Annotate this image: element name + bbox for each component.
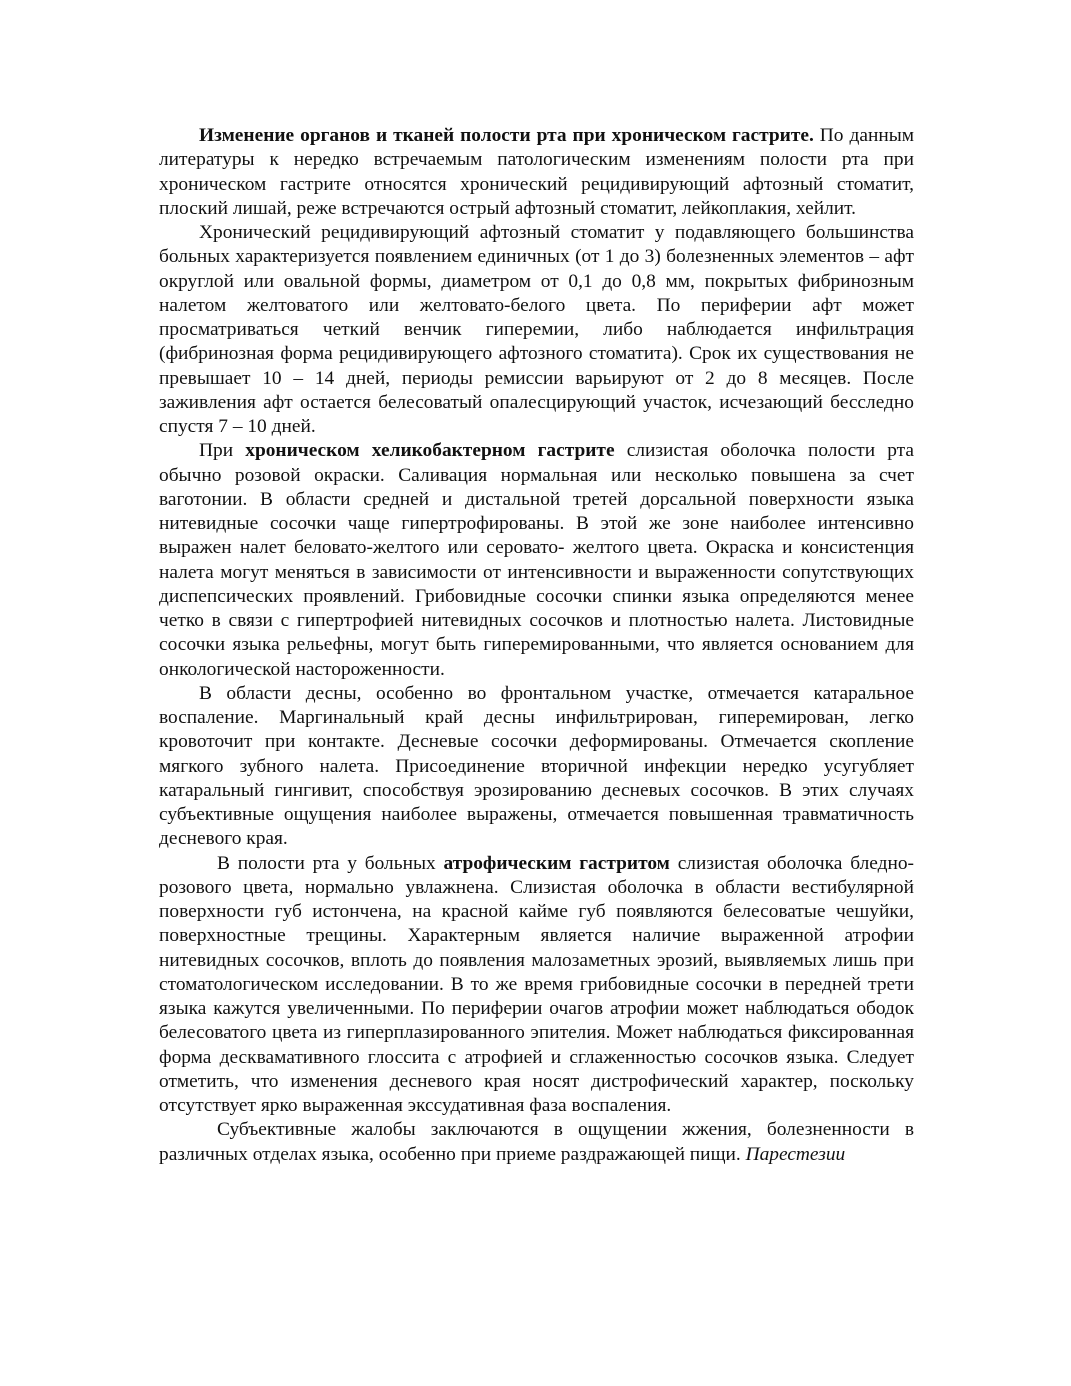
bold-term: хроническом хеликобактерном гастрите xyxy=(245,440,615,462)
paragraph-intro-text: По данным литературы к нередко встречаемым патологическим изменениям полости рта при хроническом гастрите относятся хронический рецидивирующий афтозный стоматит, плоский лишай, реже встречаются острый афтозный стоматит, лейкоплакия, хейлит. xyxy=(159,125,914,219)
paragraph-atrophic-gastritis xyxy=(159,852,914,1119)
paragraph-subjective-complaints xyxy=(159,1118,914,1167)
paragraph-gingiva: В области десны, особенно во фронтальном участке, отмечается катаральное воспаление. Маргинальный край десны инфильтрирован, гиперемирован, легко кровоточит при контакте. Десневые сосочки деформированы. Отмечается скопление мягкого зубного налета. Присоединение вторичной инфекции нередко усугубляет катаральный гингивит, способствуя эрозированию десневых сосочков. В этих случаях субъективные ощущения наиболее выражены, отмечается повышенная травматичность десневого края. xyxy=(159,682,914,850)
paragraph-helicobacter-gastritis xyxy=(159,439,914,682)
section-heading: Изменение органов и тканей полости рта при хроническом гастрите. xyxy=(199,125,814,146)
paragraph-intro xyxy=(159,124,914,221)
paragraph-aphthous-stomatitis: Хронический рецидивирующий афтозный стоматит у подавляющего большинства больных характеризуется появлением единичных (от 1 до 3) болезненных элементов – афт округлой или овальной формы, диаметром от 0,1 до 0,8 мм, покрытых фибринозным налетом желтоватого или желтовато-белого цвета. По периферии афт может просматриваться четкий венчик гиперемии, либо наблюдается инфильтрация (фибринозная форма рецидивирующего афтозного стоматита). Срок их существования не превышает 10 – 14 дней, периоды ремиссии варьируют от 2 до 8 месяцев. После заживления афт остается белесоватый опалесцирующий участок, исчезающий бесследно спустя 7 – 10 дней. xyxy=(159,222,914,437)
paragraph-text: При xyxy=(199,440,246,462)
paragraph-text: В полости рта у больных xyxy=(217,852,444,874)
paragraph-text: слизистая оболочка полости рта обычно розовой окраски. Саливация нормальная или несколько повышена за счет ваготонии. В области средней и дистальной третей дорсальной поверхности языка нитевидные сосочки чаще гипертрофированы. В этой же зоне наиболее интенсивно выражен налет беловато-желтого или серовато- желтого цвета. Окраска и консистенция налета могут меняться в зависимости от интенсивности и выраженности сопутствующих диспепсических проявлений. Грибовидные сосочки спинки языка определяются менее четко в связи с гипертрофией нитевидных сосочков и плотностью налета. Листовидные сосочки языка рельефны, могут быть гиперемированными, что является основанием для онкологической настороженности. xyxy=(159,440,914,680)
paragraph-text: слизистая оболочка бледно-розового цвета, нормально увлажнена. Слизистая оболочка в области вестибулярной поверхности губ истончена, на красной кайме губ появляются белесоватые чешуйки, поверхностные трещины. Характерным является наличие выраженной атрофии нитевидных сосочков, вплоть до появления малозаметных эрозий, выявляемых лишь при стоматологическом исследовании. В то же время грибовидные сосочки в передней трети языка кажутся увеличенными. По периферии очагов атрофии может наблюдаться ободок белесоватого цвета из гиперплазированного эпителия. Может наблюдаться фиксированная форма десквамативного глоссита с атрофией и сглаженностью сосочков языка. Следует отметить, что изменения десневого края носят дистрофический характер, поскольку отсутствует ярко выраженная экссудативная фаза воспаления. xyxy=(159,852,915,1116)
paragraph-text: Субъективные жалобы заключаются в ощущении жжения, болезненности в различных отделах языка, особенно при приеме раздражающей пищи. xyxy=(159,1119,914,1165)
italic-term: Парестезии xyxy=(745,1143,846,1165)
bold-term: атрофическим гастритом xyxy=(443,852,670,874)
document-page xyxy=(159,124,914,1167)
